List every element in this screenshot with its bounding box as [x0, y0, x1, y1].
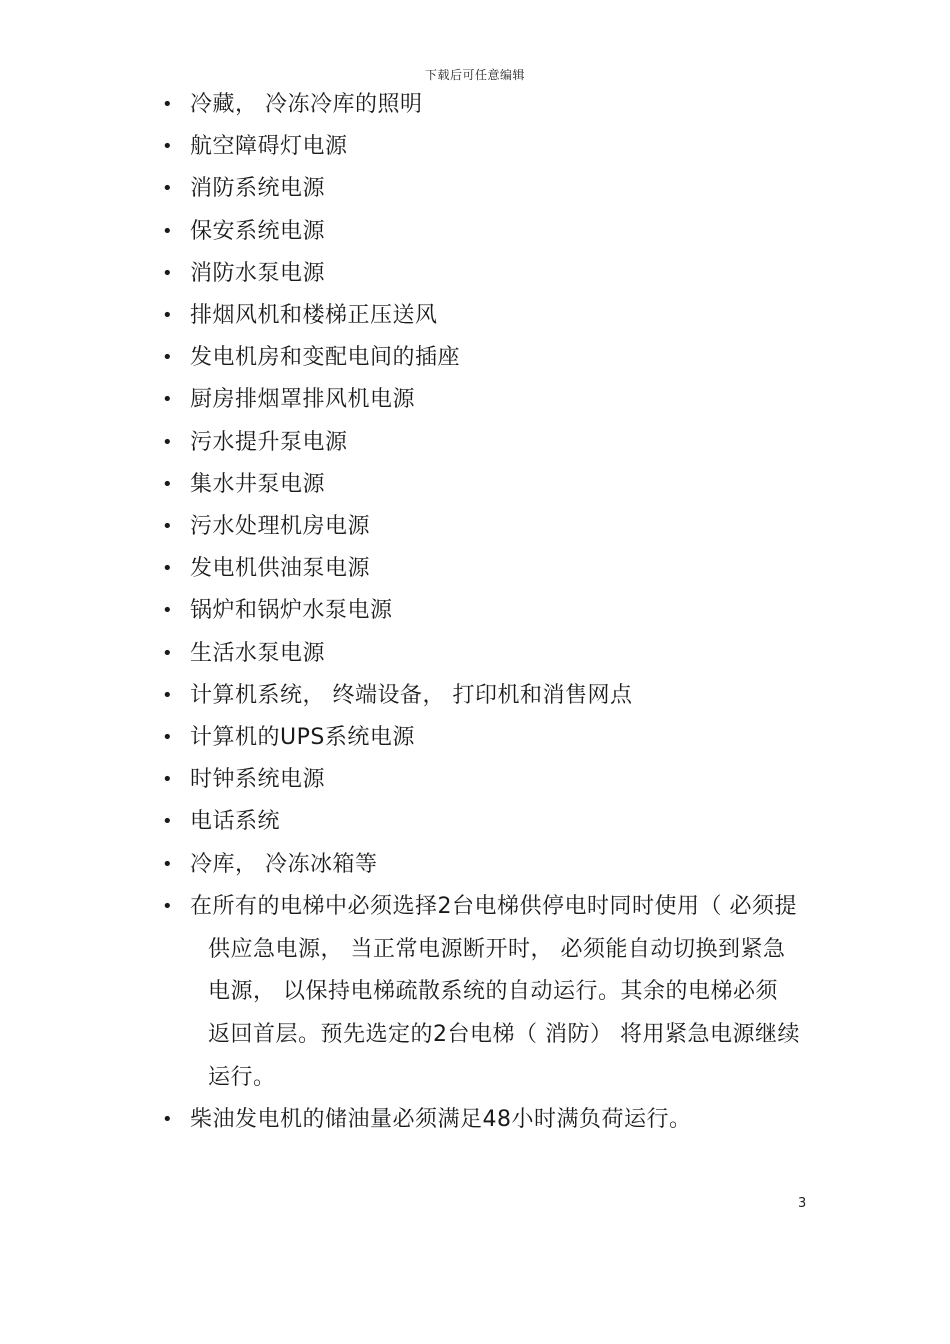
- list-item: [160, 759, 810, 801]
- bullet-marker: •: [162, 642, 173, 664]
- list-item-text: 生活水泵电源: [190, 640, 326, 666]
- list-item-text: 电话系统: [190, 809, 281, 835]
- bullet-marker: •: [162, 895, 173, 917]
- list-item-text: 计算机系统， 终端设备， 打印机和消售网点: [190, 682, 633, 708]
- list-item-text: 厨房排烟罩排风机电源: [190, 387, 416, 413]
- list-item: [160, 126, 810, 168]
- text-line: 返回首层。预先选定的2台电梯（ 消防） 将用紧急电源继续: [208, 1021, 800, 1047]
- list-item: [160, 801, 810, 843]
- list-item: [160, 422, 810, 464]
- list-item: [160, 211, 810, 253]
- bullet-marker: •: [162, 389, 173, 411]
- bullet-marker: •: [162, 431, 173, 453]
- list-item: [160, 717, 810, 759]
- list-item: [160, 379, 810, 421]
- list-item: [160, 844, 810, 886]
- list-item-text: 污水处理机房电源: [190, 514, 371, 540]
- list-item: [160, 633, 810, 675]
- text-line: 在所有的电梯中必须选择2台电梯供停电时同时使用（ 必须提: [190, 893, 797, 919]
- list-item-text: 冷库， 冷冻冰箱等: [190, 851, 378, 877]
- list-item-text: 污水提升泵电源: [190, 429, 348, 455]
- bullet-list: [160, 84, 810, 1142]
- bullet-marker: •: [162, 1109, 173, 1131]
- list-item-text: 发电机房和变配电间的插座: [190, 345, 461, 371]
- bullet-marker: •: [162, 262, 173, 284]
- bullet-marker: •: [162, 727, 173, 749]
- page-number: 3: [798, 1196, 807, 1211]
- bullet-marker: •: [162, 347, 173, 369]
- list-item: [160, 253, 810, 295]
- bullet-marker: •: [162, 811, 173, 833]
- list-item: [160, 464, 810, 506]
- text-line: 电源， 以保持电梯疏散系统的自动运行。其余的电梯必须: [208, 979, 778, 1005]
- bullet-marker: •: [162, 684, 173, 706]
- list-item-text: 冷藏， 冷冻冷库的照明: [190, 92, 423, 117]
- bullet-marker: •: [162, 558, 173, 580]
- list-item: [160, 590, 810, 632]
- page-header: 下载后可任意编辑: [424, 68, 525, 82]
- list-item-text: 锅炉和锅炉水泵电源: [190, 598, 393, 624]
- list-item: [160, 506, 810, 548]
- list-item-text: 消防水泵电源: [190, 260, 326, 286]
- list-item-text: 集水井泵电源: [190, 471, 326, 497]
- list-item-text: 计算机的UPS系统电源: [190, 725, 415, 751]
- text-line: 运行。: [208, 1064, 276, 1090]
- list-item-text: 保安系统电源: [190, 218, 326, 244]
- bullet-marker: •: [162, 600, 173, 622]
- list-item-text: [190, 886, 810, 1100]
- text-line: 供应急电源， 当正常电源断开时， 必须能自动切换到紧急: [208, 936, 786, 962]
- bullet-marker: •: [162, 305, 173, 327]
- list-item: [160, 337, 810, 379]
- list-item: [160, 84, 810, 126]
- list-item-elevator: [160, 886, 810, 1100]
- list-item: [160, 675, 810, 717]
- list-item: [160, 1099, 810, 1141]
- list-item-text: 排烟风机和楼梯正压送风: [190, 303, 438, 329]
- list-item-text: 航空障碍灯电源: [190, 134, 348, 160]
- bullet-marker: •: [162, 516, 173, 538]
- list-item-text: 柴油发电机的储油量必须满足48小时满负荷运行。: [190, 1107, 692, 1133]
- bullet-marker: •: [162, 853, 173, 875]
- bullet-marker: •: [162, 220, 173, 242]
- list-item-text: 时钟系统电源: [190, 767, 326, 793]
- bullet-marker: •: [162, 178, 173, 200]
- list-item: [160, 168, 810, 210]
- list-item: [160, 295, 810, 337]
- bullet-marker: •: [162, 769, 173, 791]
- list-item-text: 消防系统电源: [190, 176, 326, 202]
- bullet-marker: •: [162, 136, 173, 158]
- bullet-marker: •: [162, 473, 173, 495]
- list-item: [160, 548, 810, 590]
- bullet-marker: •: [162, 94, 173, 115]
- list-item-text: 发电机供油泵电源: [190, 556, 371, 582]
